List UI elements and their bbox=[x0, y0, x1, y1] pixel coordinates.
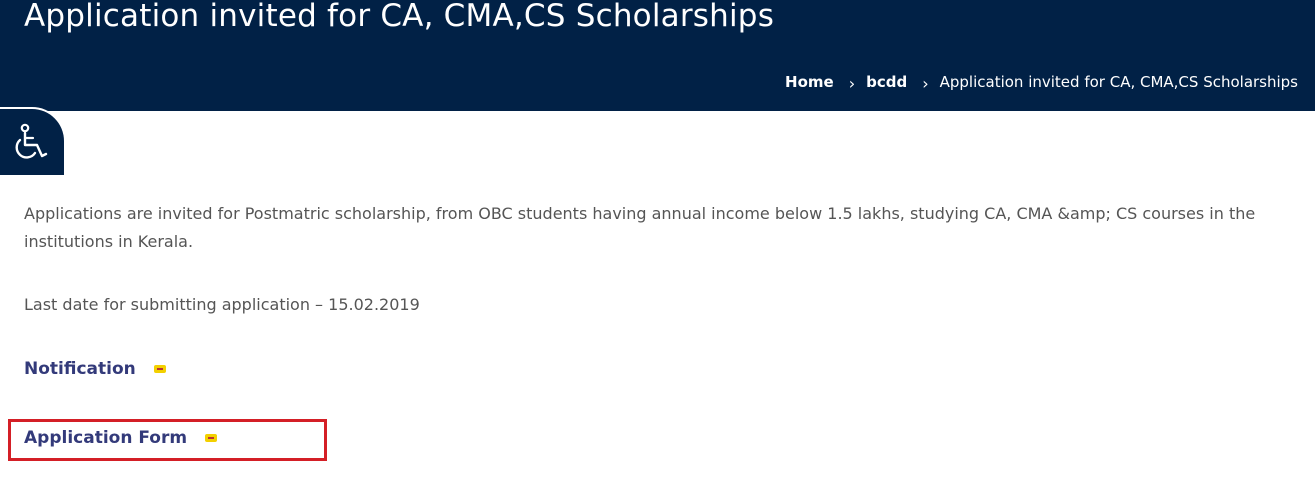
notification-link-label: Notification bbox=[24, 359, 136, 379]
chevron-right-icon: › bbox=[848, 74, 856, 93]
breadcrumb-current: Application invited for CA, CMA,CS Scholarships bbox=[939, 72, 1298, 91]
accessibility-button[interactable] bbox=[0, 109, 64, 175]
page-header bbox=[0, 0, 1315, 111]
highlight-box bbox=[8, 419, 327, 461]
notification-link[interactable] bbox=[24, 359, 166, 379]
intro-paragraph: Applications are invited for Postmatric scholarship, from OBC students having annual income below 1.5 lakhs, studying CA, CMA &amp; CS courses in the institutions in Kerala. bbox=[24, 204, 1256, 251]
page-title: Application invited for CA, CMA,CS Scholarships bbox=[24, 0, 775, 34]
breadcrumb-bcdd-link[interactable]: bcdd bbox=[866, 72, 908, 91]
chevron-right-icon: › bbox=[922, 74, 929, 93]
breadcrumb-home-link[interactable]: Home bbox=[785, 72, 834, 91]
application-form-link-label: Application Form bbox=[24, 428, 188, 448]
last-date-paragraph: Last date for submitting application – 15.02.2019 bbox=[24, 295, 420, 314]
pdf-icon bbox=[154, 365, 166, 373]
wheelchair-icon bbox=[11, 123, 51, 163]
breadcrumb bbox=[785, 72, 1298, 91]
